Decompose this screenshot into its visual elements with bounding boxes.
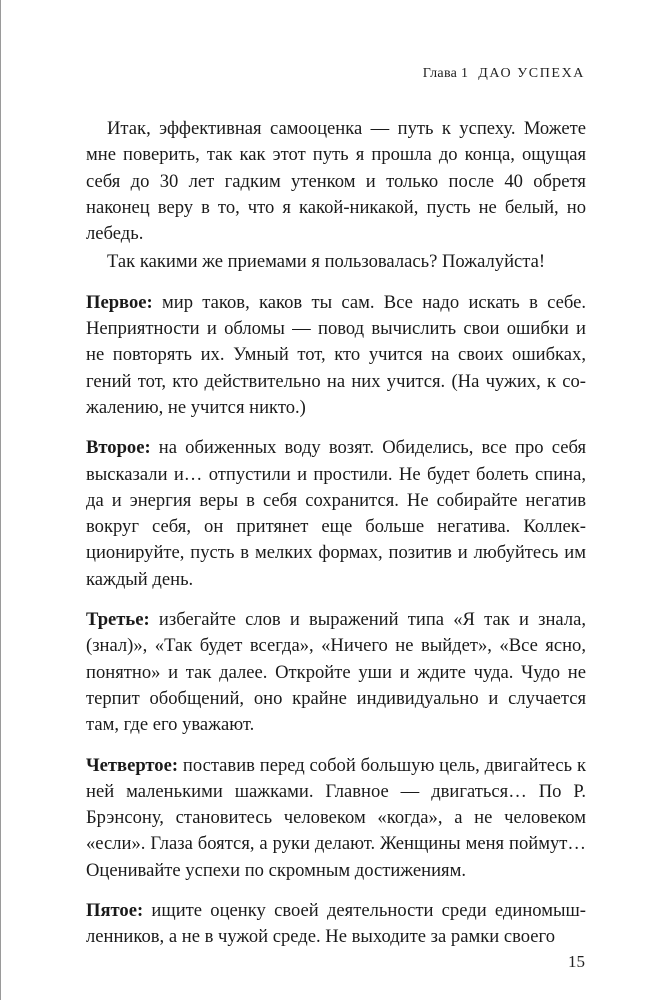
list-item-fifth	[86, 898, 586, 951]
running-head	[423, 66, 585, 82]
chapter-title: ДАО УСПЕХА	[478, 66, 585, 81]
list-item-third	[86, 607, 586, 738]
item-text: поставив перед собой большую цель, двигайтесь к ней маленькими шажками. Главное — двигаться… По Р. Брэнсону, становитесь человеком «когда», а не человеком «если». Глаза боятся, а руки делают. Женщины меня поймут… Оценивайте успехи по скромным достижениям.	[86, 754, 586, 881]
item-label: Пятое:	[86, 900, 144, 922]
item-text: на обиженных воду возят. Обиделись, все про себя высказали и… отпустили и простили. Не будет болеть спина, да и энергия веры в себя сохранится. Не собирайте негатив вокруг себя, он притянет еще больше негатива. Коллекционируйте, пусть в мелких формах, позитив и любуйтесь им каждый день.	[86, 437, 586, 590]
list-item-fourth	[86, 753, 586, 884]
list-item-second	[86, 435, 586, 593]
item-label: Первое:	[86, 291, 153, 313]
item-label: Четвертое:	[86, 754, 179, 776]
item-text: мир таков, каков ты сам. Все надо искать в себе. Неприятности и обломы — повод вычислить свои ошибки и не повторять их. Умный тот, кто учится на своих ошибках, гений тот, кто действительно на них учится. (На чужих, к сожалению, не учится никто.)	[86, 291, 586, 418]
item-label: Второе:	[86, 437, 151, 459]
page-number: 15	[568, 952, 585, 971]
paragraph-intro: Итак, эффективная самооценка — путь к успеху. Можете мне поверить, так как этот путь я прошла до конца, ощущая себя до 30 лет гадким утенком и только после 40 обретя наконец веру в то, что я какой-никакой, пусть не белый, но лебедь.	[86, 118, 586, 245]
body-text	[86, 116, 586, 951]
chapter-number: Глава 1	[422, 66, 469, 81]
page-edge-line	[0, 0, 1, 1000]
item-text: ищите оценку своей деятельности среди единомышленников, а не в чужой среде. Не выходите за рамки своего	[86, 900, 586, 948]
item-text: избегайте слов и выражений типа «Я так и знала, (знал)», «Так будет всегда», «Ничего не выйдет», «Все ясно, понятно» и так далее. Откройте уши и ждите чуда. Чудо не терпит обобщений, оно крайне индивидуально и случается там, где его уважают.	[86, 609, 586, 736]
list-item-first	[86, 290, 586, 421]
item-label: Третье:	[86, 609, 150, 631]
paragraph-question: Так какими же приемами я пользовалась? Пожалуйста!	[107, 251, 546, 273]
